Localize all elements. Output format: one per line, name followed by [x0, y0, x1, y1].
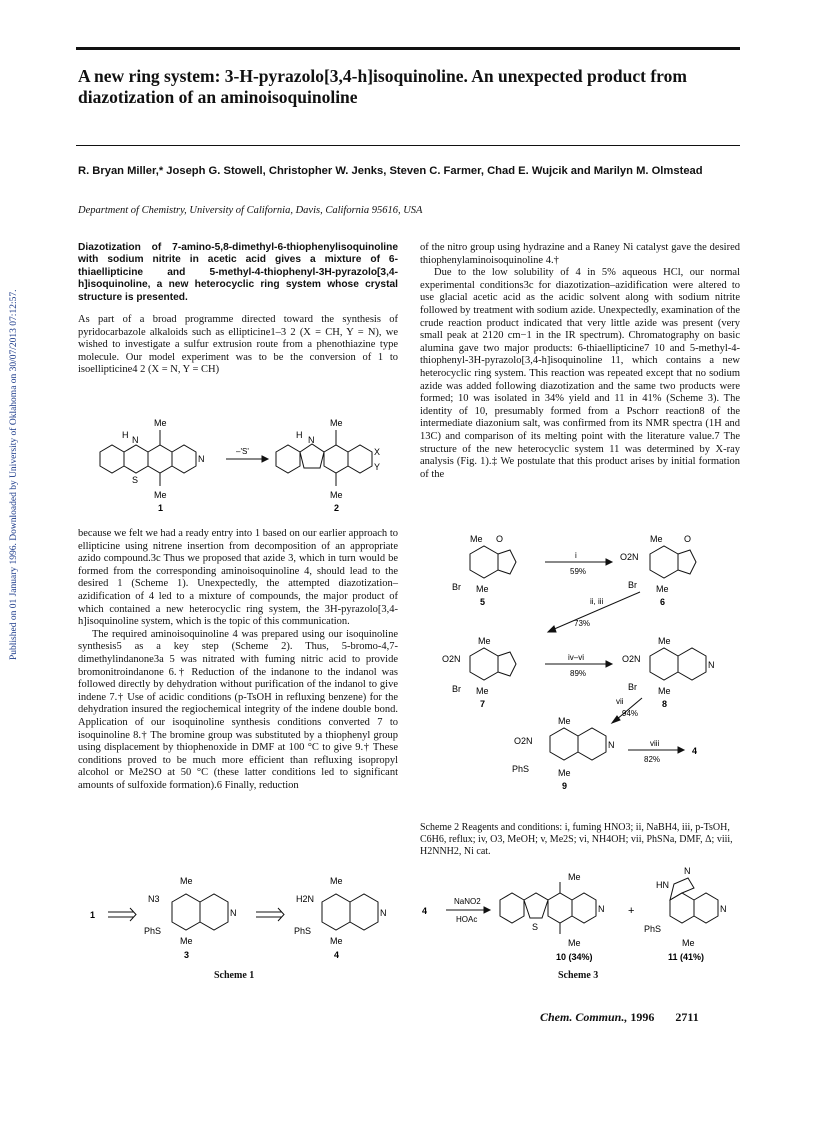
label-me: Me	[180, 876, 193, 886]
label-me: Me	[650, 534, 663, 544]
label-n: N	[230, 908, 237, 918]
compound-number: 10 (34%)	[556, 952, 593, 962]
reagent-label: iv–vi	[568, 653, 585, 662]
yield-label: 59%	[570, 567, 587, 576]
label-o2n: O2N	[514, 736, 533, 746]
label-o: O	[684, 534, 692, 544]
right-column-top	[420, 242, 740, 481]
plus-sign: +	[628, 905, 635, 917]
label-h: H	[296, 430, 303, 440]
label-me: Me	[180, 936, 193, 946]
affiliation: Department of Chemistry, University of California, Davis, California 95616, USA	[78, 205, 423, 216]
label-me: Me	[476, 686, 489, 696]
label-o: O	[496, 534, 504, 544]
top-rule	[76, 47, 740, 50]
compound-number: 6	[660, 597, 666, 607]
compound-number: 7	[480, 699, 486, 709]
label-me: Me	[558, 716, 571, 726]
label-n: N	[608, 740, 615, 750]
compound-number: 5	[480, 597, 486, 607]
label-x: X	[374, 447, 381, 457]
label-me: Me	[656, 584, 669, 594]
label-o2n: O2N	[620, 552, 639, 562]
scheme-3	[420, 866, 740, 984]
label-n: N	[720, 904, 727, 914]
reagent-label: NaNO2	[454, 897, 481, 906]
compound-number: 4	[422, 906, 428, 916]
compound-number: 1	[158, 503, 164, 513]
paragraph: of the nitro group using hydrazine and a Raney Ni catalyst gave the desired thiophenylaminoisoquinoline 4.†	[420, 242, 740, 266]
label-me: Me	[330, 418, 343, 428]
label-me: Me	[330, 876, 343, 886]
download-sidebar	[2, 240, 19, 660]
label-n: N	[708, 660, 715, 670]
label-h2n: H2N	[296, 894, 315, 904]
label-n: N	[684, 866, 691, 876]
label-br: Br	[628, 682, 637, 692]
reaction-label: –'S'	[236, 447, 249, 456]
compound-number: 3	[184, 950, 190, 960]
yield-label: 94%	[622, 709, 639, 718]
paragraph: The required aminoisoquinoline 4 was prepared using our isoquinoline synthesis5 as a key step (Scheme 2). Thus, 5-bromo-4,7-dimethylindanone3a 5 was nitrated with fuming nitric acid to provide bromonitroindanone 6.† Reduction of the indanone to the indanol was followed directly by dehydration without purification of the indanol to give indene 7.† Use of acidic conditions (p-TsOH in refluxing benzene) for the dehydration insured the regiochemical integrity of the indene double bond. Application of our isoquinoline synthesis conditions converted 7 to isoquinoline 8.† The bromine group was substituted by a thiophenyl group using displacement by thiophenoxide in DMF at 100 °C to give 9.† These conditions proved to be much more efficient than refluxing isopropyl alcohol or Me2SO at 50 °C (these latter conditions led to significant amounts of sulfoxide formation).6 Finally, reduction	[78, 628, 398, 791]
scheme-1	[86, 872, 396, 982]
page-footer	[540, 1010, 699, 1025]
article-title: A new ring system: 3-H-pyrazolo[3,4-h]isoquinoline. An unexpected product from diazotization of an aminoisoquinoline	[78, 66, 687, 107]
label-y: Y	[374, 462, 381, 472]
structures-1-2	[86, 410, 396, 520]
label-me: Me	[658, 686, 671, 696]
compound-number: 8	[662, 699, 668, 709]
scheme-1-caption: Scheme 1	[214, 970, 255, 981]
compound-number: 11 (41%)	[668, 952, 705, 962]
title-rule	[76, 145, 740, 146]
reagent-label: viii	[650, 739, 660, 748]
label-br: Br	[452, 684, 461, 694]
compound-number: 1	[90, 910, 96, 920]
label-phs: PhS	[294, 926, 312, 936]
yield-label: 82%	[644, 755, 661, 764]
label-br: Br	[452, 582, 461, 592]
label-phs: PhS	[512, 764, 530, 774]
label-phs: PhS	[644, 924, 662, 934]
paragraph: because we felt we had a ready entry into 1 based on our earlier approach to ellipticine using nitrene insertion from decomposition of an appropriate azido compound.3c Thus we proposed that azide 3, which in turn would be formed from the corresponding aminoisoquinoline 4, should lead to the desired 1 (Scheme 1). Unexpectedly, the attempted diazotization–azidification of 4 led to a mixture of compounds, the major product of which contained a new heterocyclic ring system, the 3H-pyrazolo[3,4-h]isoquinoline system, which is the topic of this communication.	[78, 528, 398, 628]
label-me: Me	[476, 584, 489, 594]
scheme-2-caption: Scheme 2 Reagents and conditions: i, fuming HNO3; ii, NaBH4, iii, p-TsOH, C6H6, reflux; iv, O3, MeOH; v, Me2S; vi, NH4OH; vii, PhSNa, DMF, Δ; viii, H2NNH2, Ni cat.	[420, 822, 733, 857]
label-n3: N3	[148, 894, 160, 904]
label-o2n: O2N	[622, 654, 641, 664]
label-me: Me	[330, 490, 343, 500]
label-me: Me	[470, 534, 483, 544]
scheme-3-caption: Scheme 3	[558, 970, 599, 981]
label-o2n: O2N	[442, 654, 461, 664]
compound-number: 4	[334, 950, 340, 960]
compound-number: 4	[692, 746, 698, 756]
reagent-label: ii, iii	[590, 597, 604, 606]
label-n: N	[308, 435, 315, 445]
left-column-body	[78, 528, 398, 792]
label-me: Me	[154, 418, 167, 428]
author-list: R. Bryan Miller,* Joseph G. Stowell, Christopher W. Jenks, Steven C. Farmer, Chad E. Wujcik and Marilyn M. Olmstead	[78, 165, 703, 177]
label-me: Me	[154, 490, 167, 500]
label-phs: PhS	[144, 926, 162, 936]
intro-paragraph: As part of a broad programme directed toward the synthesis of pyridocarbazole alkaloids such as ellipticine1–3 2 (X = CH, Y = N), we wished to investigate a sulfur extrusion route from a phenothiazine type molecule. Our model experiment was to be the conversion of 1 to isoellipticine4 2 (X = N, Y = CH)	[78, 314, 398, 376]
yield-label: 73%	[574, 619, 591, 628]
label-n: N	[380, 908, 387, 918]
label-n: N	[598, 904, 605, 914]
label-me: Me	[658, 636, 671, 646]
reagent-label: i	[575, 551, 577, 560]
label-n: N	[198, 454, 205, 464]
paragraph: Due to the low solubility of 4 in 5% aqueous HCl, our normal experimental conditions3c for diazotization–azidification were altered to use glacial acetic acid as the acidic solvent along with sodium nitrite followed by treatment with sodium azide. Unexpectedly, examination of the crude reaction product indicated that very little azide was present (very small peak at 2120 cm−1 in the IR spectrum). Chromatography on basic alumina gave two major products: 6-thiaellipticine7 10 and 5-methyl-4-thiophenyl-3H-pyrazolo[3,4-h]isoquinoline 11, which contains a new heterocyclic ring system. This reaction was repeated except that no sodium azide was added following diazotization and the same two products were formed; 10 was isolated in 34% yield and 11 in 41% (Scheme 3). The identity of 10, presumably formed from a Pschorr reaction8 of the intermediate diazonium salt, was confirmed from its NMR spectra (1H and 13C) and comparison of its melting point with the literature value.7 The structure of the new heterocyclic system 11 was determined by X-ray analysis (Fig. 1).‡ We postulate that this product arises by initial formation of the	[420, 267, 740, 480]
abstract: Diazotization of 7-amino-5,8-dimethyl-6-thiophenylisoquinoline with sodium nitrite in acetic acid gives a mixture of 6-thiaellipticine and 5-methyl-4-thiophenyl-3H-pyrazolo[3,4-h]isoquinoline, a new heterocyclic ring system whose crystal structure is presented.	[78, 242, 398, 303]
journal-year: 1996	[630, 1010, 655, 1024]
label-me: Me	[568, 938, 581, 948]
compound-number: 2	[334, 503, 340, 513]
label-me: Me	[330, 936, 343, 946]
label-me: Me	[478, 636, 491, 646]
journal-name: Chem. Commun.,	[540, 1010, 628, 1024]
reagent-label: HOAc	[456, 915, 478, 924]
label-me: Me	[568, 872, 581, 882]
compound-number: 9	[562, 781, 568, 791]
label-s: S	[132, 475, 139, 485]
scheme-2	[430, 530, 740, 814]
label-me: Me	[558, 768, 571, 778]
page-number: 2711	[675, 1010, 699, 1024]
label-n: N	[132, 435, 139, 445]
label-br: Br	[628, 580, 637, 590]
label-s: S	[532, 922, 539, 932]
left-column-top	[78, 242, 398, 377]
reagent-label: vii	[616, 697, 624, 706]
label-h: H	[122, 430, 129, 440]
label-me: Me	[682, 938, 695, 948]
label-hn: HN	[656, 880, 669, 890]
yield-label: 89%	[570, 669, 587, 678]
download-note: Published on 01 January 1996. Downloaded by University of Oklahoma on 30/07/2013 07:12:57.	[9, 289, 19, 660]
